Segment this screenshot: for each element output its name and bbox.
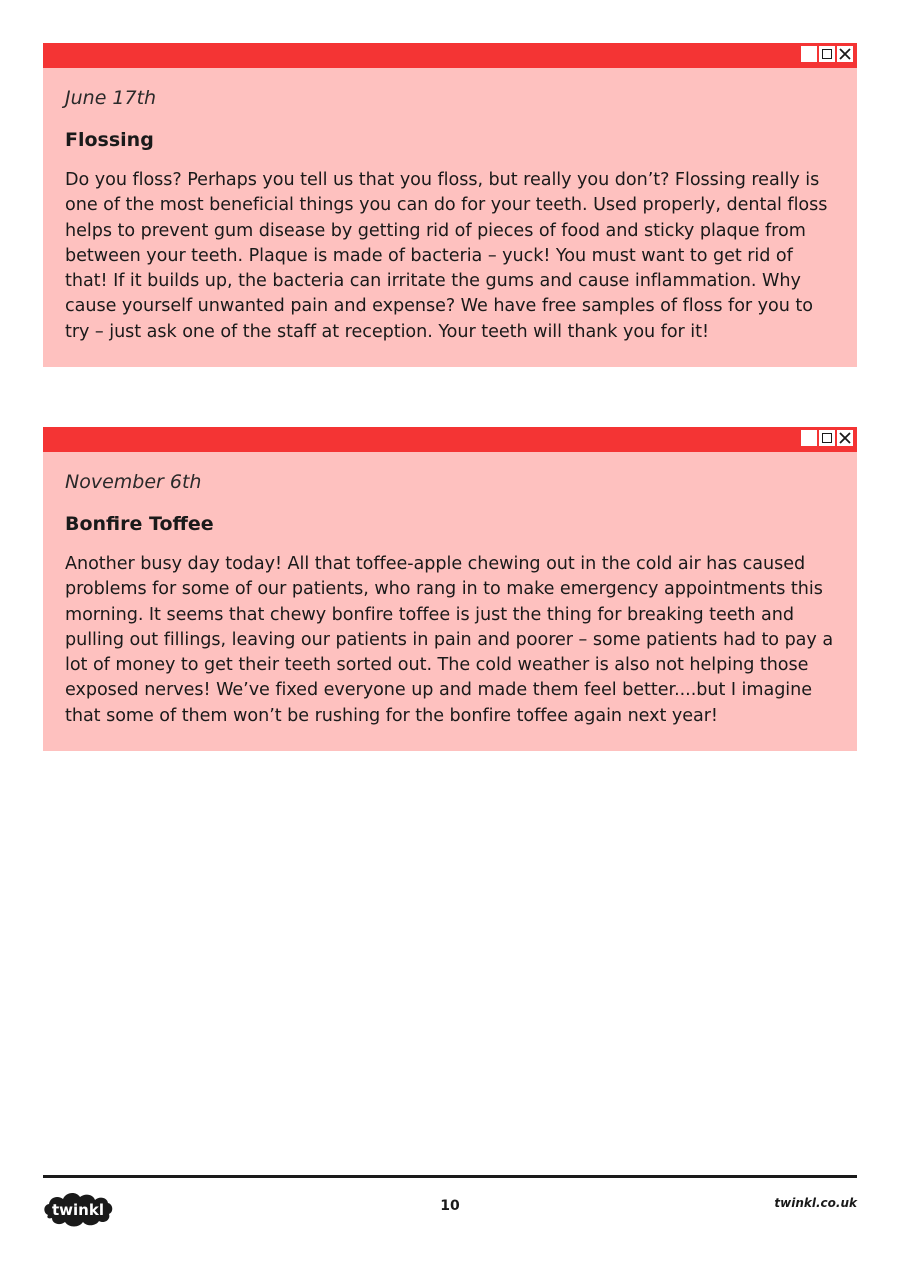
maximize-icon[interactable] xyxy=(819,46,835,62)
entry-body: Do you floss? Perhaps you tell us that you floss, but really you don’t? Flossing really is one of the most beneficial things you can do for your teeth. Used properly, dental floss helps to prevent gum disease by getting rid of pieces of food and sticky plaque from between your teeth. Plaque is made of bacteria – yuck! You must want to get rid of that! If it builds up, the bacteria can irritate the gums and cause inflammation. Why cause yourself unwanted pain and expense? We have free samples of floss for you to try – just ask one of the staff at reception. Your teeth will thank you for it! xyxy=(65,170,828,342)
entry-title: Flossing xyxy=(65,129,154,151)
minimize-icon[interactable] xyxy=(801,430,817,446)
window-content xyxy=(43,68,857,367)
maximize-icon[interactable] xyxy=(819,430,835,446)
entry-title: Bonfire Toffee xyxy=(65,513,214,535)
entry-date: November 6th xyxy=(65,471,202,493)
diary-window-1 xyxy=(43,43,857,367)
logo-text: twinkl xyxy=(52,1201,104,1219)
minimize-icon[interactable] xyxy=(801,46,817,62)
diary-window-2 xyxy=(43,427,857,751)
close-icon[interactable] xyxy=(837,46,853,62)
site-url[interactable]: twinkl.co.uk xyxy=(774,1196,857,1210)
entry-date: June 17th xyxy=(65,87,157,109)
footer-divider xyxy=(43,1175,857,1178)
window-controls xyxy=(801,46,853,62)
window-titlebar xyxy=(43,43,857,68)
window-titlebar xyxy=(43,427,857,452)
window-controls xyxy=(801,430,853,446)
page-number: 10 xyxy=(440,1198,460,1214)
entry-body: Another busy day today! All that toffee-apple chewing out in the cold air has caused problems for some of our patients, who rang in to make emergency appointments this morning. It seems that chewy bonfire toffee is just the thing for breaking teeth and pulling out fillings, leaving our patients in pain and poorer – some patients had to pay a lot of money to get their teeth sorted out. The cold weather is also not helping those exposed nerves! We’ve fixed everyone up and made them feel better....but I imagine that some of them won’t be rushing for the bonfire toffee again next year! xyxy=(65,554,834,726)
close-icon[interactable] xyxy=(837,430,853,446)
window-content xyxy=(43,452,857,751)
